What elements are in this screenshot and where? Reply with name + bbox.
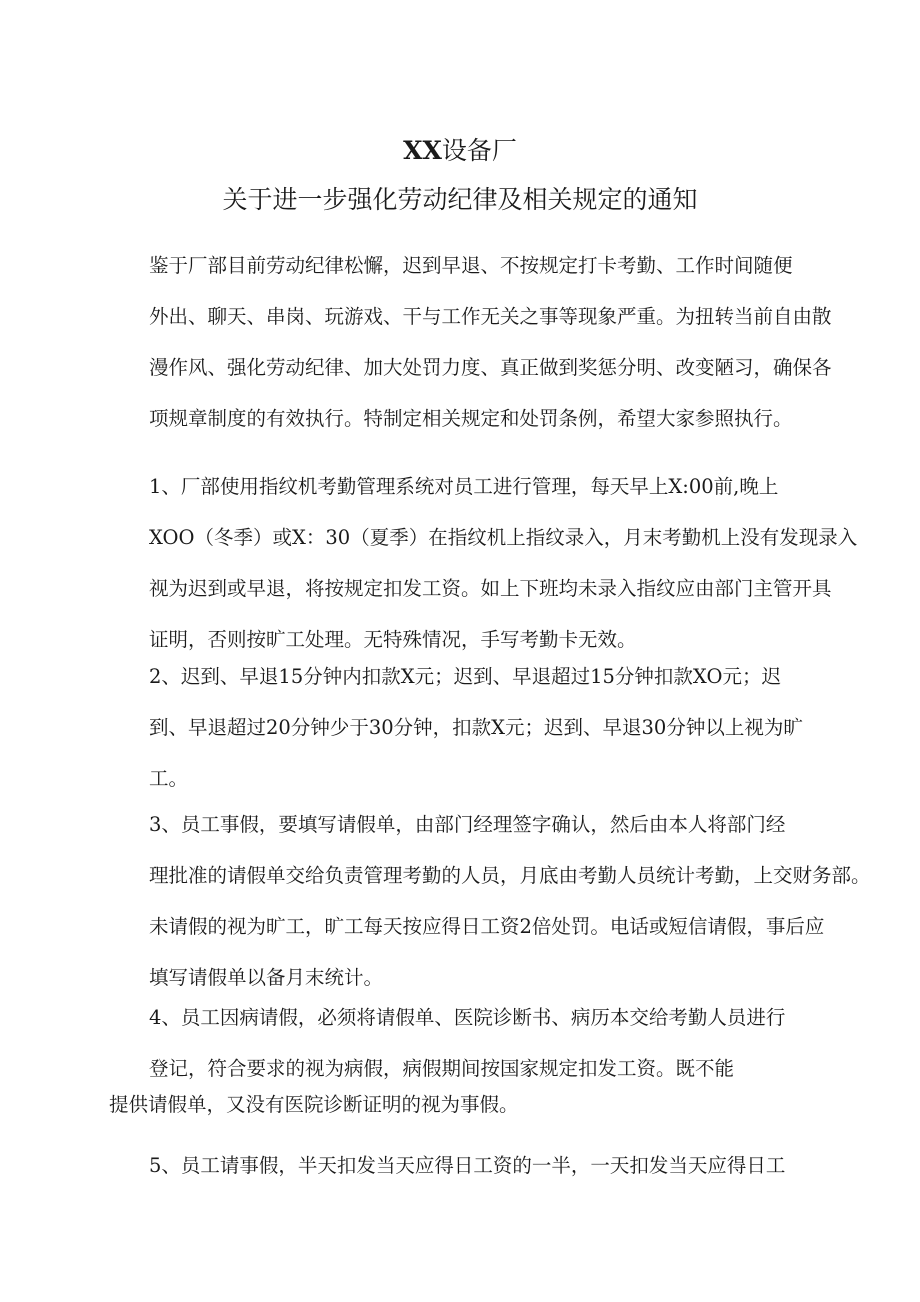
paragraph-line: 鉴于厂部目前劳动纪律松懈，迟到早退、不按规定打卡考勤、工作时间随便 <box>149 254 793 277</box>
paragraph-line: XOO（冬季）或X：30（夏季）在指纹机上指纹录入，月末考勤机上没有发现录入 <box>149 526 858 549</box>
paragraph-line: 填写请假单以备月末统计。 <box>149 966 384 989</box>
paragraph-line: 漫作风、强化劳动纪律、加大处罚力度、真正做到奖惩分明、改变陋习，确保各 <box>149 356 832 379</box>
paragraph-line: 工。 <box>149 767 189 790</box>
paragraph-line: 视为迟到或早退，将按规定扣发工资。如上下班均未录入指纹应由部门主管开具 <box>149 577 832 600</box>
paragraph-line: 3、员工事假，要填写请假单，由部门经理签字确认，然后由本人将部门经 <box>149 813 786 836</box>
paragraph-line: 1、厂部使用指纹机考勤管理系统对员工进行管理，每天早上X:00前,晚上 <box>149 475 779 498</box>
title-org-prefix: XX <box>403 136 442 165</box>
document-title-main: 关于进一步强化劳动纪律及相关规定的通知 <box>222 185 698 214</box>
paragraph-intro <box>109 240 832 444</box>
document-title-org <box>0 134 920 168</box>
paragraph-rule-3 <box>109 799 871 1003</box>
paragraph-line: 项规章制度的有效执行。特制定相关规定和处罚条例，希望大家参照执行。 <box>149 407 793 430</box>
title-org-name: 设备厂 <box>441 136 517 165</box>
paragraph-line: 到、早退超过20分钟少于30分钟，扣款X元；迟到、早退30分钟以上视为旷 <box>149 716 803 739</box>
paragraph-line: 理批准的请假单交给负责管理考勤的人员，月底由考勤人员统计考勤，上交财务部。 <box>149 864 871 887</box>
paragraph-rule-2 <box>109 651 821 804</box>
paragraph-rule-1 <box>109 461 858 665</box>
paragraph-line: 2、迟到、早退15分钟内扣款X元；迟到、早退超过15分钟扣款XO元；迟 <box>149 665 781 688</box>
paragraph-line: 5、员工请事假，半天扣发当天应得日工资的一半，一天扣发当天应得日工 <box>149 1154 786 1177</box>
paragraph-line: 登记，符合要求的视为病假，病假期间按国家规定扣发工资。既不能 <box>149 1057 735 1080</box>
paragraph-line: 外出、聊天、串岗、玩游戏、干与工作无关之事等现象严重。为扭转当前自由散 <box>149 305 832 328</box>
paragraph-rule-4-continued <box>109 1079 821 1130</box>
paragraph-line: 证明，否则按旷工处理。无特殊情况，手写考勤卡无效。 <box>149 628 637 651</box>
paragraph-rule-5 <box>109 1140 821 1191</box>
paragraph-line: 4、员工因病请假，必须将请假单、医院诊断书、病历本交给考勤人员进行 <box>149 1006 786 1029</box>
paragraph-line: 未请假的视为旷工，旷工每天按应得日工资2倍处罚。电话或短信请假，事后应 <box>149 915 825 938</box>
paragraph-line: 提供请假单，又没有医院诊断证明的视为事假。 <box>109 1093 519 1116</box>
